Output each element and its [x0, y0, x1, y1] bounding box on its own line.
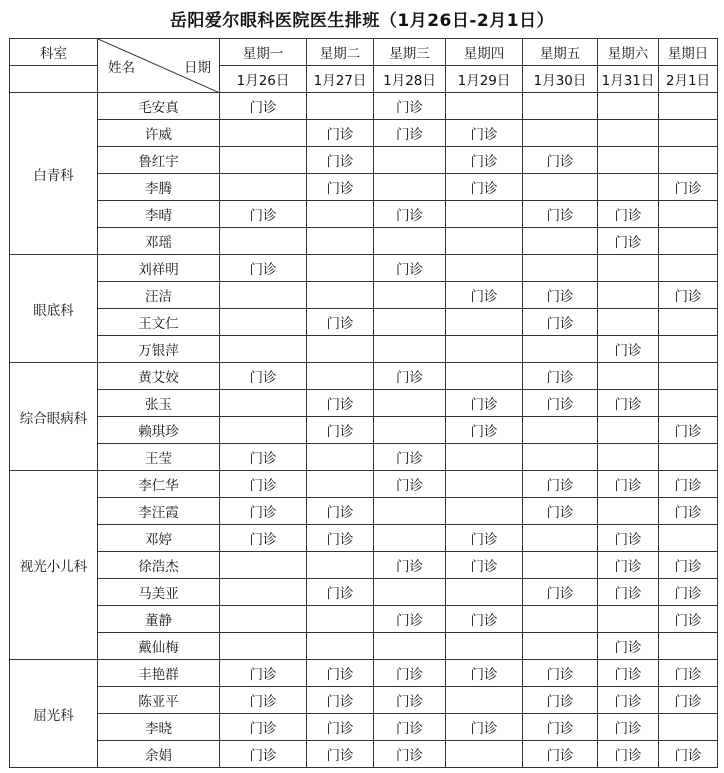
weekday-header: 星期四	[446, 39, 523, 66]
doctor-name: 戴仙梅	[98, 633, 220, 660]
schedule-cell: 门诊	[523, 498, 598, 525]
header-row-weekdays	[10, 39, 718, 66]
schedule-cell	[659, 120, 718, 147]
schedule-cell: 门诊	[523, 741, 598, 768]
schedule-cell: 门诊	[307, 417, 374, 444]
schedule-cell: 门诊	[659, 741, 718, 768]
schedule-cell	[659, 309, 718, 336]
schedule-cell	[598, 498, 659, 525]
table-row	[10, 579, 718, 606]
schedule-cell: 门诊	[307, 120, 374, 147]
schedule-cell: 门诊	[659, 498, 718, 525]
schedule-cell: 门诊	[374, 255, 446, 282]
schedule-cell	[659, 201, 718, 228]
doctor-name: 黄艾姣	[98, 363, 220, 390]
schedule-cell	[446, 255, 523, 282]
schedule-cell	[446, 228, 523, 255]
table-row	[10, 93, 718, 120]
schedule-cell	[446, 336, 523, 363]
department-cell: 白青科	[10, 93, 98, 255]
schedule-cell	[523, 552, 598, 579]
doctor-name: 马美亚	[98, 579, 220, 606]
schedule-cell	[523, 336, 598, 363]
doctor-name: 邓婷	[98, 525, 220, 552]
schedule-cell	[307, 282, 374, 309]
schedule-cell	[598, 282, 659, 309]
table-row	[10, 147, 718, 174]
table-row	[10, 363, 718, 390]
doctor-name: 余娟	[98, 741, 220, 768]
doctor-name: 鲁红宇	[98, 147, 220, 174]
schedule-cell	[523, 93, 598, 120]
schedule-cell: 门诊	[307, 174, 374, 201]
schedule-cell: 门诊	[307, 714, 374, 741]
schedule-cell	[446, 579, 523, 606]
schedule-cell: 门诊	[374, 660, 446, 687]
schedule-cell	[220, 579, 307, 606]
schedule-cell: 门诊	[523, 147, 598, 174]
schedule-cell	[659, 147, 718, 174]
schedule-cell	[446, 687, 523, 714]
doctor-name: 汪洁	[98, 282, 220, 309]
schedule-cell	[523, 633, 598, 660]
schedule-cell	[307, 633, 374, 660]
schedule-cell: 门诊	[374, 201, 446, 228]
schedule-cell: 门诊	[446, 282, 523, 309]
schedule-cell	[220, 606, 307, 633]
date-cell: 1月26日	[220, 66, 307, 93]
schedule-cell: 门诊	[374, 444, 446, 471]
schedule-cell: 门诊	[598, 525, 659, 552]
schedule-cell	[307, 228, 374, 255]
schedule-cell: 门诊	[523, 687, 598, 714]
schedule-cell	[659, 363, 718, 390]
doctor-name: 赖琪珍	[98, 417, 220, 444]
schedule-cell	[598, 309, 659, 336]
schedule-cell	[659, 336, 718, 363]
schedule-table	[9, 38, 718, 768]
schedule-cell: 门诊	[598, 336, 659, 363]
schedule-cell	[523, 228, 598, 255]
schedule-cell: 门诊	[220, 201, 307, 228]
schedule-cell	[220, 282, 307, 309]
doctor-name: 徐浩杰	[98, 552, 220, 579]
schedule-cell	[374, 498, 446, 525]
table-row	[10, 174, 718, 201]
schedule-cell	[220, 309, 307, 336]
schedule-cell	[446, 741, 523, 768]
schedule-cell	[523, 417, 598, 444]
schedule-cell	[220, 417, 307, 444]
date-cell: 1月31日	[598, 66, 659, 93]
table-row	[10, 390, 718, 417]
schedule-cell: 门诊	[598, 471, 659, 498]
schedule-cell: 门诊	[523, 714, 598, 741]
schedule-cell: 门诊	[659, 606, 718, 633]
weekday-header: 星期日	[659, 39, 718, 66]
schedule-cell	[374, 633, 446, 660]
schedule-cell: 门诊	[523, 660, 598, 687]
weekday-header: 星期三	[374, 39, 446, 66]
schedule-cell: 门诊	[659, 174, 718, 201]
schedule-cell	[659, 390, 718, 417]
doctor-name: 李腾	[98, 174, 220, 201]
doctor-name: 李仁华	[98, 471, 220, 498]
schedule-cell	[446, 93, 523, 120]
table-row	[10, 741, 718, 768]
department-cell: 综合眼病科	[10, 363, 98, 471]
schedule-cell: 门诊	[374, 687, 446, 714]
department-cell: 屈光科	[10, 660, 98, 768]
schedule-cell: 门诊	[220, 714, 307, 741]
schedule-cell: 门诊	[307, 147, 374, 174]
doctor-name: 邓瑶	[98, 228, 220, 255]
schedule-cell	[523, 255, 598, 282]
schedule-cell: 门诊	[220, 363, 307, 390]
schedule-cell	[220, 390, 307, 417]
table-row	[10, 228, 718, 255]
weekday-header: 星期六	[598, 39, 659, 66]
department-cell: 视光小儿科	[10, 471, 98, 660]
schedule-cell	[523, 525, 598, 552]
dept-header-spacer	[10, 66, 98, 93]
schedule-cell: 门诊	[523, 282, 598, 309]
table-row	[10, 444, 718, 471]
schedule-cell: 门诊	[220, 255, 307, 282]
schedule-cell: 门诊	[659, 579, 718, 606]
schedule-cell	[523, 174, 598, 201]
doctor-name: 李晴	[98, 201, 220, 228]
schedule-cell: 门诊	[446, 660, 523, 687]
doctor-name: 刘祥明	[98, 255, 220, 282]
schedule-cell: 门诊	[446, 417, 523, 444]
schedule-cell: 门诊	[446, 390, 523, 417]
doctor-name: 王莹	[98, 444, 220, 471]
date-cell: 1月27日	[307, 66, 374, 93]
schedule-cell	[598, 174, 659, 201]
schedule-cell: 门诊	[374, 606, 446, 633]
schedule-cell	[374, 417, 446, 444]
schedule-cell: 门诊	[374, 552, 446, 579]
schedule-cell	[446, 444, 523, 471]
schedule-cell	[307, 363, 374, 390]
schedule-cell	[598, 417, 659, 444]
schedule-cell: 门诊	[220, 660, 307, 687]
schedule-cell	[598, 606, 659, 633]
schedule-cell: 门诊	[523, 579, 598, 606]
schedule-cell	[374, 282, 446, 309]
doctor-name: 许威	[98, 120, 220, 147]
table-row	[10, 606, 718, 633]
schedule-cell: 门诊	[307, 660, 374, 687]
schedule-cell	[307, 471, 374, 498]
schedule-cell: 门诊	[659, 417, 718, 444]
schedule-cell	[446, 309, 523, 336]
schedule-cell	[446, 363, 523, 390]
schedule-cell: 门诊	[523, 390, 598, 417]
schedule-cell	[598, 147, 659, 174]
table-row	[10, 660, 718, 687]
doctor-name: 李晓	[98, 714, 220, 741]
table-row	[10, 120, 718, 147]
table-row	[10, 282, 718, 309]
schedule-cell	[598, 93, 659, 120]
name-header: 姓名	[108, 60, 135, 76]
table-row	[10, 552, 718, 579]
schedule-cell	[220, 633, 307, 660]
schedule-cell: 门诊	[446, 147, 523, 174]
doctor-name: 李汪霞	[98, 498, 220, 525]
table-row	[10, 201, 718, 228]
schedule-cell	[659, 93, 718, 120]
schedule-cell: 门诊	[598, 714, 659, 741]
doctor-name: 毛安真	[98, 93, 220, 120]
schedule-cell	[374, 309, 446, 336]
schedule-cell: 门诊	[659, 552, 718, 579]
schedule-cell: 门诊	[374, 120, 446, 147]
schedule-cell	[374, 390, 446, 417]
doctor-name: 董静	[98, 606, 220, 633]
schedule-cell	[446, 498, 523, 525]
schedule-cell	[307, 93, 374, 120]
doctor-name: 张玉	[98, 390, 220, 417]
schedule-cell: 门诊	[374, 471, 446, 498]
schedule-cell: 门诊	[659, 471, 718, 498]
schedule-cell: 门诊	[523, 201, 598, 228]
schedule-cell: 门诊	[446, 120, 523, 147]
schedule-cell	[598, 120, 659, 147]
schedule-cell	[307, 255, 374, 282]
schedule-cell	[598, 444, 659, 471]
schedule-cell: 门诊	[598, 228, 659, 255]
schedule-cell	[374, 174, 446, 201]
schedule-cell: 门诊	[307, 498, 374, 525]
schedule-cell	[220, 228, 307, 255]
date-cell: 1月28日	[374, 66, 446, 93]
table-row	[10, 417, 718, 444]
weekday-header: 星期二	[307, 39, 374, 66]
schedule-cell	[374, 525, 446, 552]
page-title: 岳阳爱尔眼科医院医生排班（1月26日-2月1日）	[169, 11, 555, 31]
schedule-cell: 门诊	[598, 390, 659, 417]
schedule-cell	[307, 336, 374, 363]
table-row	[10, 255, 718, 282]
date-cell: 1月29日	[446, 66, 523, 93]
dept-header: 科室	[10, 39, 98, 66]
schedule-cell: 门诊	[220, 444, 307, 471]
doctor-name: 陈亚平	[98, 687, 220, 714]
schedule-cell	[220, 552, 307, 579]
schedule-cell: 门诊	[523, 309, 598, 336]
weekday-header: 星期五	[523, 39, 598, 66]
table-row	[10, 525, 718, 552]
date-cell: 1月30日	[523, 66, 598, 93]
schedule-cell	[659, 255, 718, 282]
schedule-cell: 门诊	[598, 687, 659, 714]
schedule-cell: 门诊	[220, 687, 307, 714]
schedule-cell	[220, 147, 307, 174]
schedule-cell: 门诊	[307, 390, 374, 417]
schedule-cell	[374, 579, 446, 606]
schedule-cell: 门诊	[598, 633, 659, 660]
schedule-cell	[659, 714, 718, 741]
schedule-cell	[523, 444, 598, 471]
schedule-cell: 门诊	[598, 660, 659, 687]
date-header: 日期	[184, 60, 211, 76]
schedule-cell	[374, 228, 446, 255]
schedule-cell: 门诊	[659, 282, 718, 309]
schedule-cell	[307, 552, 374, 579]
department-cell: 眼底科	[10, 255, 98, 363]
doctor-name: 王文仁	[98, 309, 220, 336]
schedule-cell: 门诊	[446, 552, 523, 579]
table-row	[10, 309, 718, 336]
schedule-cell	[659, 525, 718, 552]
schedule-cell: 门诊	[598, 201, 659, 228]
schedule-cell	[307, 444, 374, 471]
schedule-cell: 门诊	[446, 525, 523, 552]
schedule-cell: 门诊	[523, 471, 598, 498]
date-cell: 2月1日	[659, 66, 718, 93]
schedule-cell: 门诊	[374, 93, 446, 120]
schedule-cell: 门诊	[307, 525, 374, 552]
schedule-cell	[659, 633, 718, 660]
schedule-cell: 门诊	[446, 174, 523, 201]
schedule-cell	[307, 606, 374, 633]
schedule-cell: 门诊	[446, 714, 523, 741]
schedule-cell	[220, 336, 307, 363]
schedule-cell: 门诊	[659, 687, 718, 714]
schedule-cell: 门诊	[659, 660, 718, 687]
schedule-cell: 门诊	[523, 363, 598, 390]
schedule-cell: 门诊	[220, 498, 307, 525]
table-row	[10, 714, 718, 741]
schedule-cell: 门诊	[374, 363, 446, 390]
schedule-cell	[659, 228, 718, 255]
schedule-cell	[446, 201, 523, 228]
schedule-cell: 门诊	[307, 687, 374, 714]
schedule-cell: 门诊	[307, 741, 374, 768]
table-row	[10, 336, 718, 363]
schedule-cell: 门诊	[598, 552, 659, 579]
schedule-cell	[659, 444, 718, 471]
weekday-header: 星期一	[220, 39, 307, 66]
schedule-cell	[598, 255, 659, 282]
doctor-name: 丰艳群	[98, 660, 220, 687]
table-row	[10, 687, 718, 714]
schedule-cell: 门诊	[220, 525, 307, 552]
schedule-cell	[220, 174, 307, 201]
doctor-name: 万银萍	[98, 336, 220, 363]
schedule-cell	[220, 120, 307, 147]
table-row	[10, 498, 718, 525]
schedule-cell: 门诊	[220, 741, 307, 768]
schedule-cell	[446, 633, 523, 660]
schedule-cell	[523, 606, 598, 633]
schedule-cell: 门诊	[374, 714, 446, 741]
schedule-cell	[374, 336, 446, 363]
schedule-cell: 门诊	[220, 471, 307, 498]
schedule-cell	[598, 363, 659, 390]
schedule-cell: 门诊	[307, 309, 374, 336]
schedule-cell: 门诊	[220, 93, 307, 120]
schedule-cell: 门诊	[598, 579, 659, 606]
name-date-corner-header	[98, 39, 220, 93]
schedule-cell	[307, 201, 374, 228]
schedule-cell: 门诊	[307, 579, 374, 606]
schedule-cell	[523, 120, 598, 147]
schedule-cell	[374, 147, 446, 174]
schedule-cell: 门诊	[446, 606, 523, 633]
schedule-cell: 门诊	[374, 741, 446, 768]
table-row	[10, 633, 718, 660]
table-row	[10, 471, 718, 498]
schedule-cell: 门诊	[598, 741, 659, 768]
schedule-cell	[446, 471, 523, 498]
